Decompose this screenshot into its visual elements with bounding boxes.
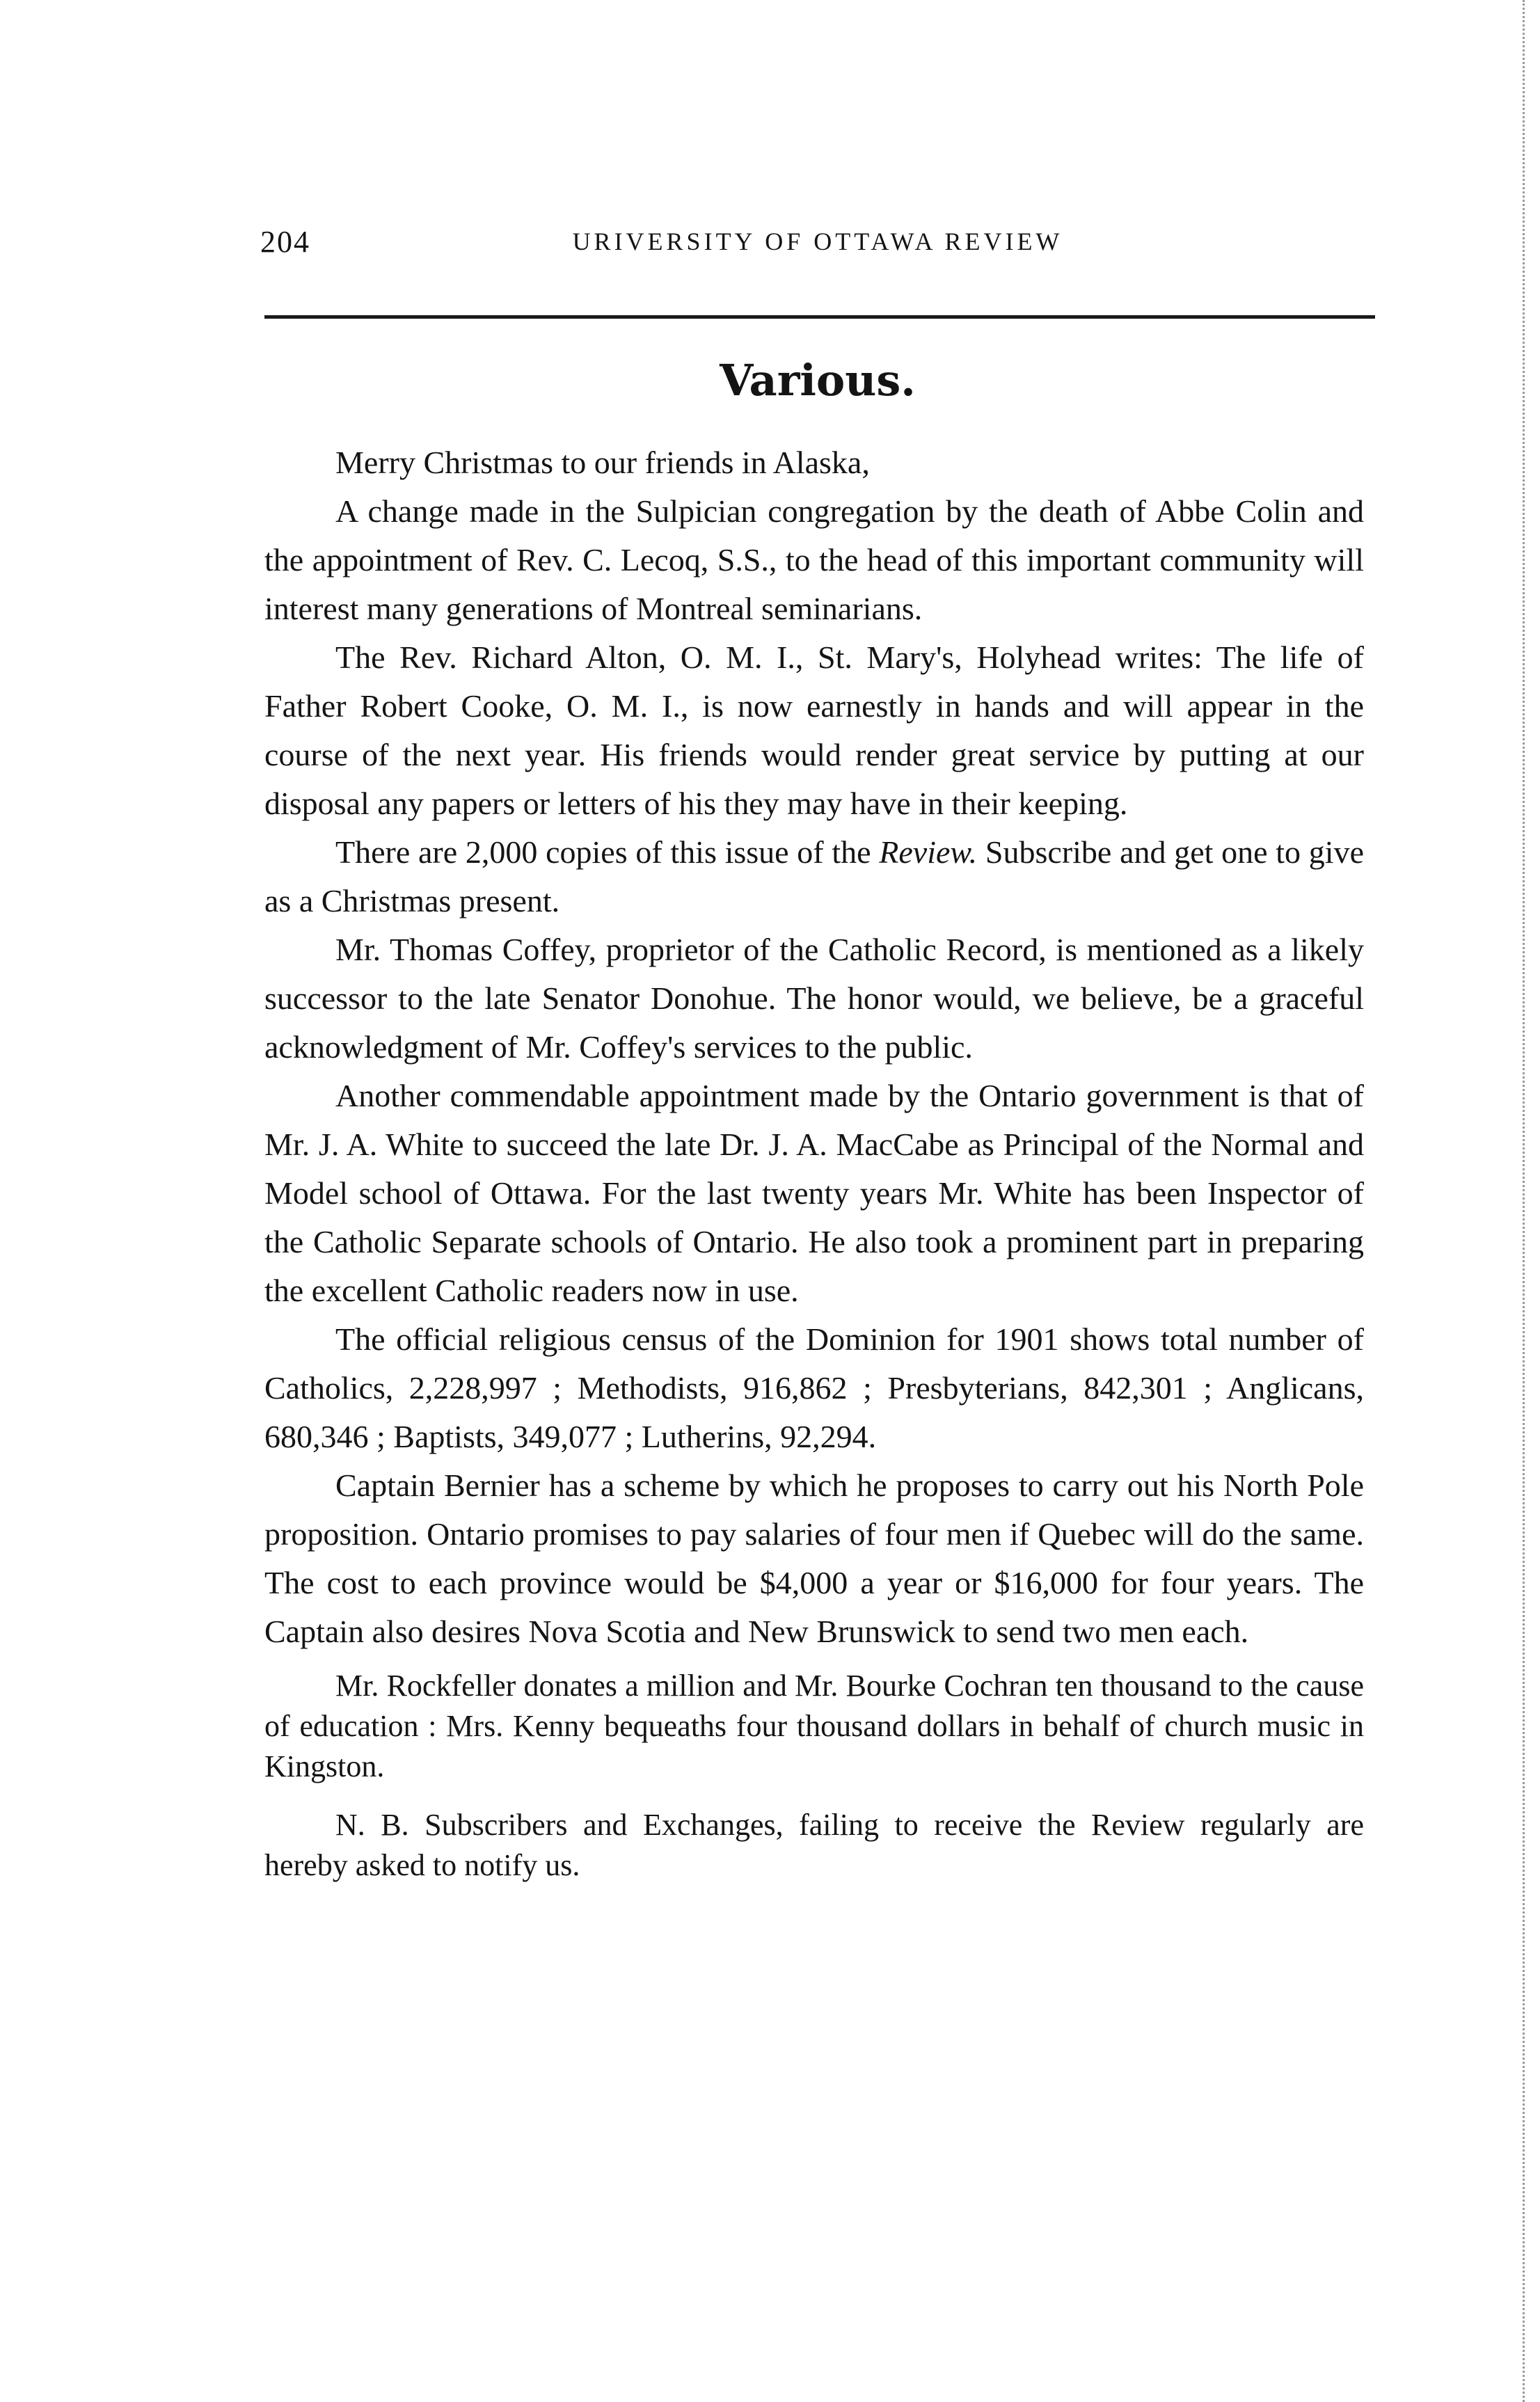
paragraph-copies-text-end: Subscribe and get one to give as a Christmas present. bbox=[264, 834, 1364, 918]
paragraph-christmas: Merry Christmas to our friends in Alaska, bbox=[335, 445, 870, 480]
paragraph-sulpician: A change made in the Sulpician congregation by the death of Abbe Colin and the appointment of Rev. C. Lecoq, S.S., to the head of this important community will interest many generations of Montreal seminarians. bbox=[264, 493, 1364, 626]
review-title-italic: Review. bbox=[879, 834, 978, 870]
paragraph-notice: N. B. Subscribers and Exchanges, failing to receive the Review regularly are hereby asked to notify us. bbox=[264, 1808, 1364, 1882]
page-edge-scan-line bbox=[1523, 0, 1525, 2402]
paragraph-white: Another commendable appointment made by the Ontario government is that of Mr. J. A. White to succeed the late Dr. J. A. MacCabe as Principal of the Normal and Model school of Ottawa. For the last twenty years Mr. White has been Inspector of the Catholic Separate schools of Ontario. He also took a prominent part in preparing the excellent Catholic readers now in use. bbox=[264, 1078, 1364, 1308]
paragraph-copies-text-start: There are 2,000 copies of this issue of the bbox=[335, 834, 880, 870]
section-title: Various. bbox=[720, 355, 916, 406]
header-rule bbox=[264, 315, 1375, 319]
running-head: URIVERSITY OF OTTAWA REVIEW bbox=[572, 228, 1063, 255]
paragraph-alton: The Rev. Richard Alton, O. M. I., St. Mary's, Holyhead writes: The life of Father Robert Cooke, O. M. I., is now earnestly in hands and will appear in the course of the next year. His friends would render great service by putting at our disposal any papers or letters of his they may have in their keeping. bbox=[264, 639, 1364, 821]
paragraph-copies bbox=[264, 828, 1364, 925]
page-number: 204 bbox=[260, 225, 310, 259]
article-body bbox=[264, 438, 1364, 1886]
page-header bbox=[260, 224, 1375, 266]
paragraph-census: The official religious census of the Dominion for 1901 shows total number of Catholics, 2,228,997 ; Methodists, 916,862 ; Presbyterians, 842,301 ; Anglicans, 680,346 ; Baptists, 349,077 ; Lutherins, 92,294. bbox=[264, 1321, 1364, 1454]
paragraph-donations: Mr. Rockfeller donates a million and Mr. Bourke Cochran ten thousand to the cause of education : Mrs. Kenny bequeaths four thousand dollars in behalf of church music in Kingston. bbox=[264, 1669, 1364, 1783]
paragraph-bernier: Captain Bernier has a scheme by which he proposes to carry out his North Pole proposition. Ontario promises to pay salaries of four men if Quebec will do the same. The cost to each province would be $4,000 a year or $16,000 for four years. The Captain also desires Nova Scotia and New Brunswick to send two men each. bbox=[264, 1468, 1364, 1649]
paragraph-coffey: Mr. Thomas Coffey, proprietor of the Catholic Record, is mentioned as a likely successor to the late Senator Donohue. The honor would, we believe, be a graceful acknowledgment of Mr. Coffey's services to the public. bbox=[264, 932, 1364, 1065]
